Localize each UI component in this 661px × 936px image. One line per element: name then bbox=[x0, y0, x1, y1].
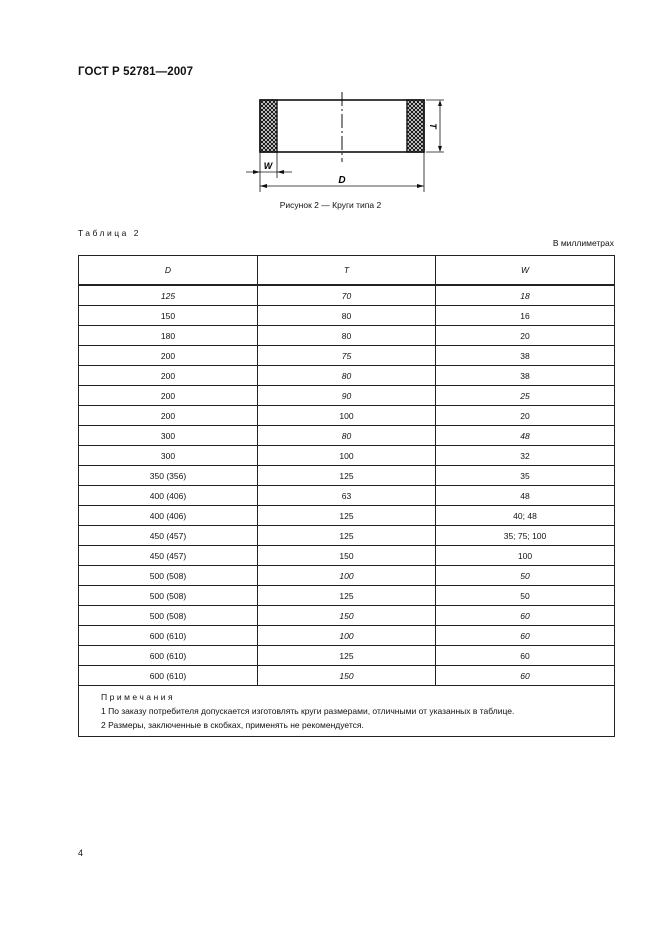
cell-d: 500 (508) bbox=[79, 586, 258, 606]
cell-w: 16 bbox=[436, 306, 615, 326]
cell-t: 125 bbox=[258, 526, 436, 546]
cell-d: 500 (508) bbox=[79, 606, 258, 626]
column-header-d: D bbox=[79, 256, 258, 286]
notes-title: Примечания bbox=[101, 692, 176, 702]
table-row bbox=[79, 306, 615, 326]
table-row bbox=[79, 546, 615, 566]
cell-d: 400 (406) bbox=[79, 486, 258, 506]
cell-d: 400 (406) bbox=[79, 506, 258, 526]
table-row bbox=[79, 646, 615, 666]
table-row bbox=[79, 586, 615, 606]
cell-t: 100 bbox=[258, 626, 436, 646]
document-code: ГОСТ Р 52781—2007 bbox=[78, 66, 194, 78]
note-1: 1 По заказу потребителя допускается изготовлять круги размерами, отличными от указанных в таблице. bbox=[101, 706, 515, 716]
cell-t: 90 bbox=[258, 386, 436, 406]
cell-w: 48 bbox=[436, 486, 615, 506]
cell-t: 125 bbox=[258, 646, 436, 666]
cell-d: 200 bbox=[79, 346, 258, 366]
table-row bbox=[79, 426, 615, 446]
cell-t: 80 bbox=[258, 306, 436, 326]
cell-d: 300 bbox=[79, 426, 258, 446]
cell-d: 450 (457) bbox=[79, 546, 258, 566]
table-row bbox=[79, 486, 615, 506]
cell-t: 125 bbox=[258, 466, 436, 486]
cell-w: 25 bbox=[436, 386, 615, 406]
table-row bbox=[79, 606, 615, 626]
cell-t: 70 bbox=[258, 285, 436, 306]
cell-d: 450 (457) bbox=[79, 526, 258, 546]
table-row bbox=[79, 666, 615, 686]
cell-t: 80 bbox=[258, 366, 436, 386]
wheel-type-2-diagram bbox=[244, 92, 450, 196]
cell-d: 150 bbox=[79, 306, 258, 326]
cell-t: 125 bbox=[258, 506, 436, 526]
table-label: Таблица 2 bbox=[78, 228, 141, 238]
page-number: 4 bbox=[78, 848, 84, 858]
cell-t: 63 bbox=[258, 486, 436, 506]
cell-t: 125 bbox=[258, 586, 436, 606]
cell-t: 150 bbox=[258, 666, 436, 686]
dimensions-table bbox=[78, 255, 615, 737]
cell-d: 600 (610) bbox=[79, 626, 258, 646]
cell-w: 18 bbox=[436, 285, 615, 306]
cell-t: 150 bbox=[258, 606, 436, 626]
label-w: W bbox=[263, 161, 273, 171]
table-row bbox=[79, 466, 615, 486]
cell-w: 38 bbox=[436, 346, 615, 366]
cell-w: 38 bbox=[436, 366, 615, 386]
column-header-t: T bbox=[258, 256, 436, 286]
notes-row bbox=[79, 686, 615, 737]
cell-d: 200 bbox=[79, 386, 258, 406]
cell-d: 125 bbox=[79, 285, 258, 306]
cell-d: 200 bbox=[79, 366, 258, 386]
cell-w: 100 bbox=[436, 546, 615, 566]
table-row bbox=[79, 285, 615, 306]
cell-w: 50 bbox=[436, 586, 615, 606]
rim-right-section bbox=[407, 100, 424, 152]
notes-cell bbox=[79, 686, 615, 737]
cell-t: 100 bbox=[258, 406, 436, 426]
cell-d: 180 bbox=[79, 326, 258, 346]
cell-w: 20 bbox=[436, 326, 615, 346]
table-row bbox=[79, 526, 615, 546]
cell-d: 600 (610) bbox=[79, 646, 258, 666]
label-d: D bbox=[338, 175, 346, 186]
cell-t: 80 bbox=[258, 426, 436, 446]
cell-t: 100 bbox=[258, 446, 436, 466]
table-row bbox=[79, 626, 615, 646]
table-units: В миллиметрах bbox=[552, 238, 614, 248]
cell-w: 35; 75; 100 bbox=[436, 526, 615, 546]
column-header-w: W bbox=[436, 256, 615, 286]
cell-t: 100 bbox=[258, 566, 436, 586]
table-row bbox=[79, 446, 615, 466]
cell-d: 200 bbox=[79, 406, 258, 426]
cell-w: 60 bbox=[436, 626, 615, 646]
cell-w: 32 bbox=[436, 446, 615, 466]
cell-w: 20 bbox=[436, 406, 615, 426]
cell-t: 75 bbox=[258, 346, 436, 366]
cell-w: 60 bbox=[436, 606, 615, 626]
table-row bbox=[79, 386, 615, 406]
cell-w: 40; 48 bbox=[436, 506, 615, 526]
label-t: T bbox=[428, 123, 438, 129]
cell-d: 300 bbox=[79, 446, 258, 466]
cell-t: 150 bbox=[258, 546, 436, 566]
rim-left-section bbox=[260, 100, 277, 152]
table-row bbox=[79, 366, 615, 386]
table-header-row bbox=[79, 256, 615, 286]
cell-w: 48 bbox=[436, 426, 615, 446]
cell-d: 600 (610) bbox=[79, 666, 258, 686]
cell-w: 35 bbox=[436, 466, 615, 486]
table-row bbox=[79, 566, 615, 586]
table-row bbox=[79, 506, 615, 526]
table-row bbox=[79, 406, 615, 426]
table-row bbox=[79, 346, 615, 366]
figure-caption: Рисунок 2 — Круги типа 2 bbox=[279, 200, 382, 210]
cell-w: 50 bbox=[436, 566, 615, 586]
cell-w: 60 bbox=[436, 666, 615, 686]
cell-t: 80 bbox=[258, 326, 436, 346]
cell-d: 350 (356) bbox=[79, 466, 258, 486]
table-row bbox=[79, 326, 615, 346]
cell-d: 500 (508) bbox=[79, 566, 258, 586]
note-2: 2 Размеры, заключенные в скобках, применять не рекомендуется. bbox=[101, 720, 364, 730]
cell-w: 60 bbox=[436, 646, 615, 666]
